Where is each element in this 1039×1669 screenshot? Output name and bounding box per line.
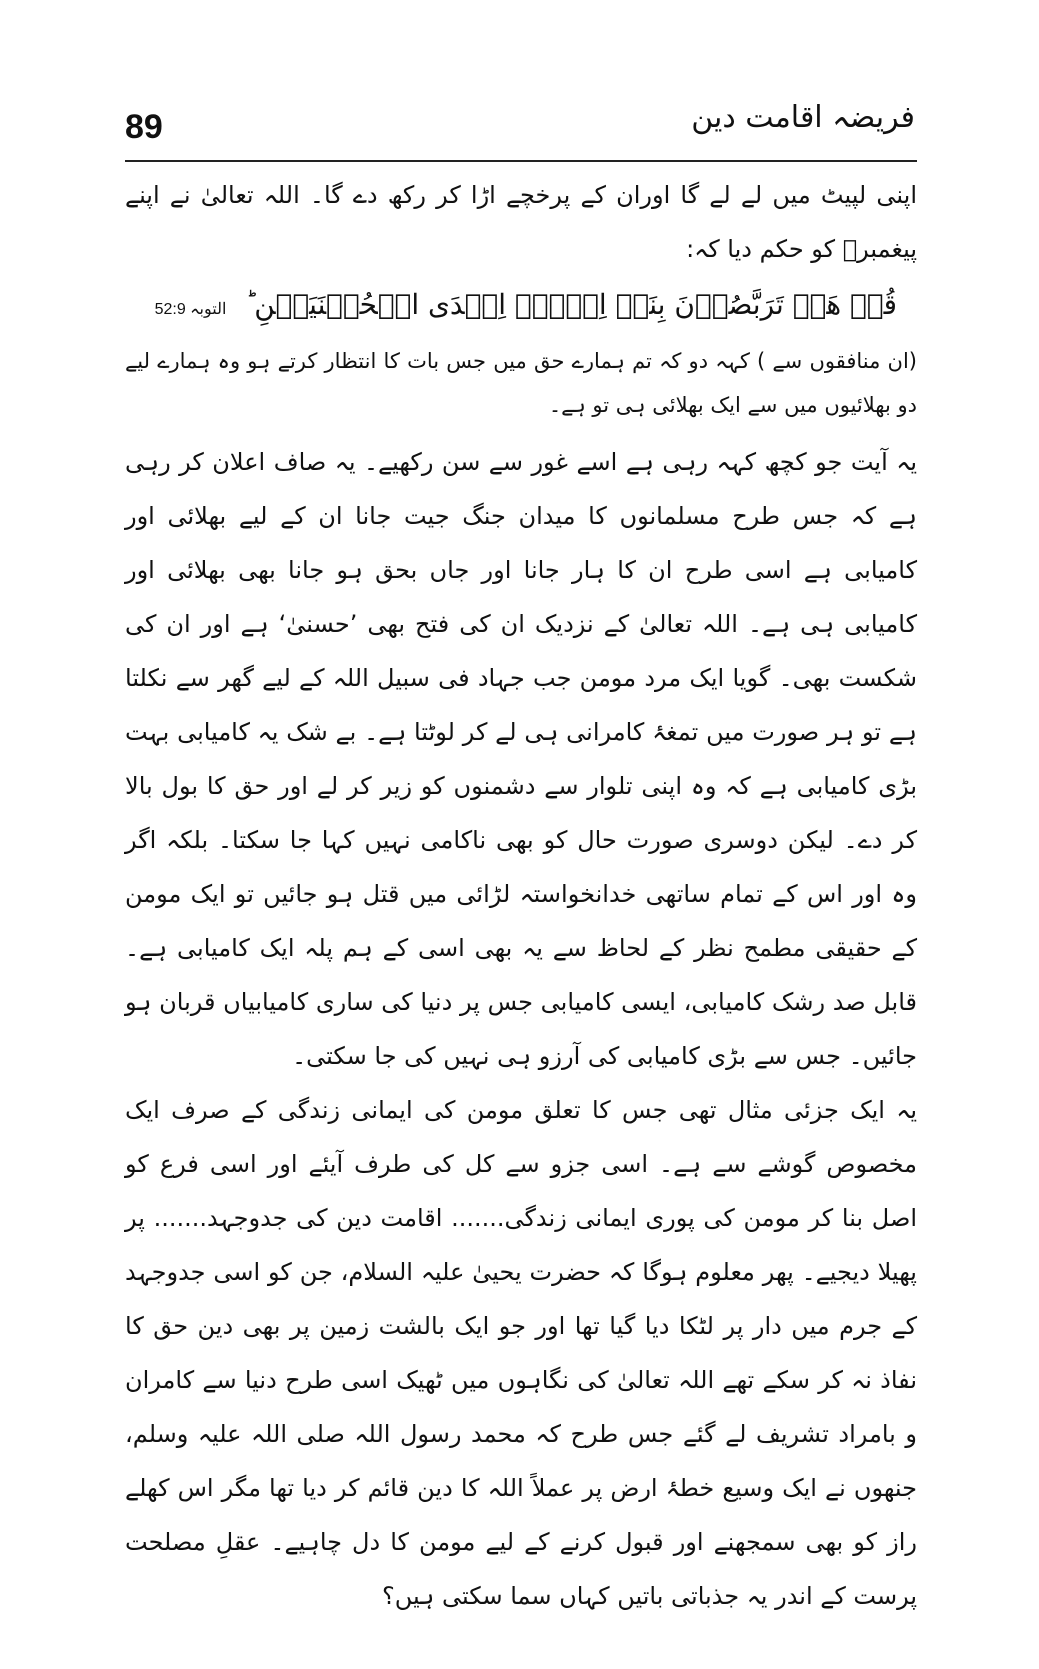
- quran-verse: [125, 276, 897, 339]
- verse-reference: التوبہ 52:9: [154, 301, 227, 318]
- body-text: [125, 168, 917, 1623]
- page-number: 89: [125, 108, 163, 146]
- paragraph-2: یہ ایک جزئی مثال تھی جس کا تعلق مومن کی ایمانی زندگی کے صرف ایک مخصوص گوشے سے ہے۔ اسی جزو سے کل کی طرف آیئے اور اسی فرع کو اصل بنا کر مومن کی پوری ایمانی زندگی....... اقامت دین کی جدوجہد....... پر پھیلا دیجیے۔ پھر معلوم ہوگا کہ حضرت یحییٰ علیہ السلام، جن کو اسی جدوجہد کے جرم میں دار پر لٹکا دیا گیا تھا اور جو ایک بالشت زمین پر بھی دین حق کا نفاذ نہ کر سکے تھے اللہ تعالیٰ کی نگاہوں میں ٹھیک اسی طرح دنیا سے کامران و بامراد تشریف لے گئے جس طرح کہ محمد رسول اللہ صلی اللہ علیہ وسلم، جنھوں نے ایک وسیع خطۂ ارض پر عملاً اللہ کا دین قائم کر دیا تھا مگر اس کھلے راز کو بھی سمجھنے اور قبول کرنے کے لیے مومن کا دل چاہیے۔ عقلِ مصلحت پرست کے اندر یہ جذباتی باتیں کہاں سما سکتی ہیں؟: [125, 1096, 917, 1610]
- verse-text: قُلۡ هَلۡ تَرَبَّصُوۡنَ بِنَاۤ اِلَّاۤ اِحۡدَى الۡحُسۡنَيَيۡنِ ؕ: [245, 288, 897, 321]
- header-divider: [125, 160, 917, 162]
- intro-paragraph: اپنی لپیٹ میں لے لے گا اوران کے پرخچے اڑا کر رکھ دے گا۔ اللہ تعالیٰ نے اپنے پیغمبرؐ کو حکم دیا کہ:: [125, 181, 917, 263]
- page-header: [125, 100, 915, 160]
- verse-translation: (ان منافقوں سے ) کہہ دو کہ تم ہمارے حق میں جس بات کا انتظار کرتے ہو وہ ہمارے لیے دو بھلائیوں میں سے ایک بھلائی ہی تو ہے۔: [125, 349, 917, 417]
- running-title: فریضہ اقامت دین: [691, 100, 915, 135]
- paragraph-1: یہ آیت جو کچھ کہہ رہی ہے اسے غور سے سن رکھیے۔ یہ صاف اعلان کر رہی ہے کہ جس طرح مسلمانوں کا میدان جنگ جیت جانا ان کے لیے بھلائی اور کامیابی ہے اسی طرح ان کا ہار جانا اور جاں بحق ہو جانا بھی بھلائی اور کامیابی ہی ہے۔ اللہ تعالیٰ کے نزدیک ان کی فتح بھی ’حسنیٰ‘ ہے اور ان کی شکست بھی۔ گویا ایک مرد مومن جب جہاد فی سبیل اللہ کے لیے گھر سے نکلتا ہے تو ہر صورت میں تمغۂ کامرانی ہی لے کر لوٹتا ہے۔ بے شک یہ کامیابی بہت بڑی کامیابی ہے کہ وہ اپنی تلوار سے دشمنوں کو زیر کر لے اور حق کا بول بالا کر دے۔ لیکن دوسری صورت حال کو بھی ناکامی نہیں کہا جا سکتا۔ بلکہ اگر وہ اور اس کے تمام ساتھی خدانخواستہ لڑائی میں قتل ہو جائیں تو ایک مومن کے حقیقی مطمح نظر کے لحاظ سے یہ بھی اسی کے ہم پلہ ایک کامیابی ہے۔ قابل صد رشک کامیابی، ایسی کامیابی جس پر دنیا کی ساری کامیابیاں قربان ہو جائیں۔ جس سے بڑی کامیابی کی آرزو ہی نہیں کی جا سکتی۔: [125, 448, 917, 1070]
